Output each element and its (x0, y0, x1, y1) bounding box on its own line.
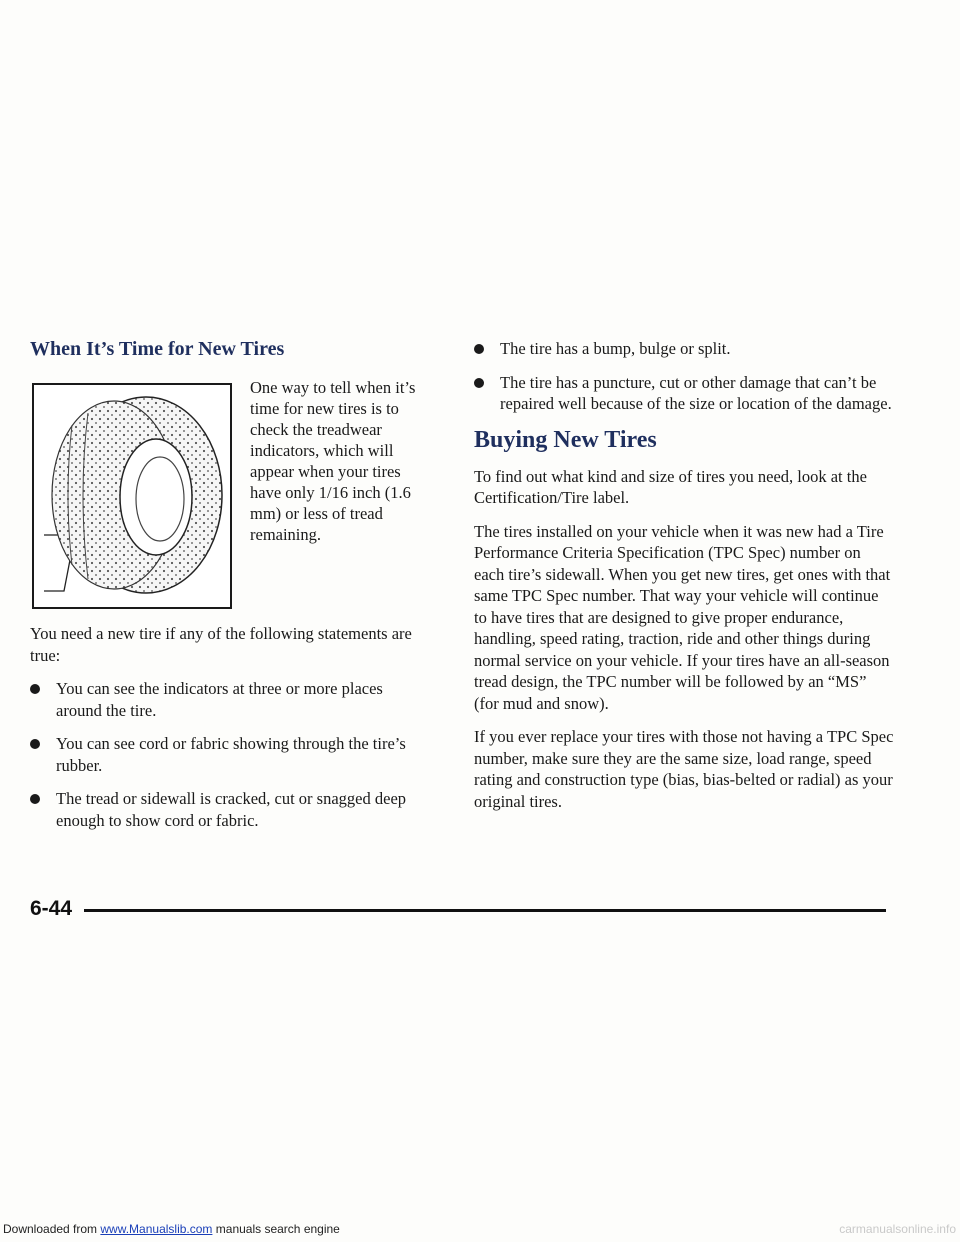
lead-text: You need a new tire if any of the following statements are true: (30, 624, 412, 665)
watermark: carmanualsonline.info (839, 1222, 956, 1236)
bullet-icon (474, 344, 484, 354)
bullet-icon (474, 378, 484, 388)
right-column (474, 338, 894, 824)
list-item (474, 372, 894, 415)
bullet-icon (30, 739, 40, 749)
tire-icon (34, 385, 230, 607)
section-title: When It’s Time for New Tires (30, 338, 285, 360)
list-item-text: The tread or sidewall is cracked, cut or snagged deep enough to show cord or fabric. (56, 789, 407, 830)
tire-illustration (32, 383, 232, 609)
page-number: 6-44 (30, 897, 73, 920)
paragraph: To find out what kind and size of tires you need, look at the Certification/Tire label. (474, 466, 867, 507)
list-item-text: The tire has a puncture, cut or other damage that can’t be repaired well because of the size or location of the damage. (500, 372, 892, 413)
left-column (30, 338, 430, 843)
list-item (30, 733, 430, 776)
intro-text: One way to tell when it’s time for new tires is to check the treadwear indicators, which will appear when your tires have only 1/16 inch (1.6 mm) or less of tread remaining. (250, 378, 416, 544)
list-item-text: The tire has a bump, bulge or split. (500, 339, 731, 358)
list-item (30, 788, 430, 831)
left-bullet-list (30, 678, 430, 831)
intro-block (30, 377, 430, 623)
buying-heading: Buying New Tires (474, 426, 657, 453)
list-item-text: You can see the indicators at three or more places around the tire. (56, 679, 383, 720)
list-item (30, 678, 430, 721)
right-bullet-list (474, 338, 894, 415)
list-item (474, 338, 894, 360)
footer-prefix: Downloaded from (3, 1222, 101, 1236)
footer (3, 1222, 340, 1236)
bullet-icon (30, 684, 40, 694)
paragraph: The tires installed on your vehicle when it was new had a Tire Performance Criteria Specification (TPC Spec) number on each tire’s sidewall. When you get new tires, get ones with that same TPC Spec number. That way your vehicle will continue to have tires that are designed to give proper endurance, handling, speed rating, traction, ride and other things during normal service on your vehicle. If your tires have an all-season tread design, the TPC number will be followed by an “MS” (for mud and snow). (474, 521, 891, 713)
bullet-icon (30, 794, 40, 804)
footer-link[interactable]: www.Manualslib.com (100, 1222, 213, 1236)
list-item-text: You can see cord or fabric showing through the tire’s rubber. (56, 734, 406, 775)
page-rule (84, 909, 886, 912)
paragraph: If you ever replace your tires with those not having a TPC Spec number, make sure they are the same size, load range, speed rating and construction type (bias, bias-belted or radial) as your original tires. (474, 727, 894, 811)
footer-suffix: manuals search engine (212, 1222, 340, 1236)
